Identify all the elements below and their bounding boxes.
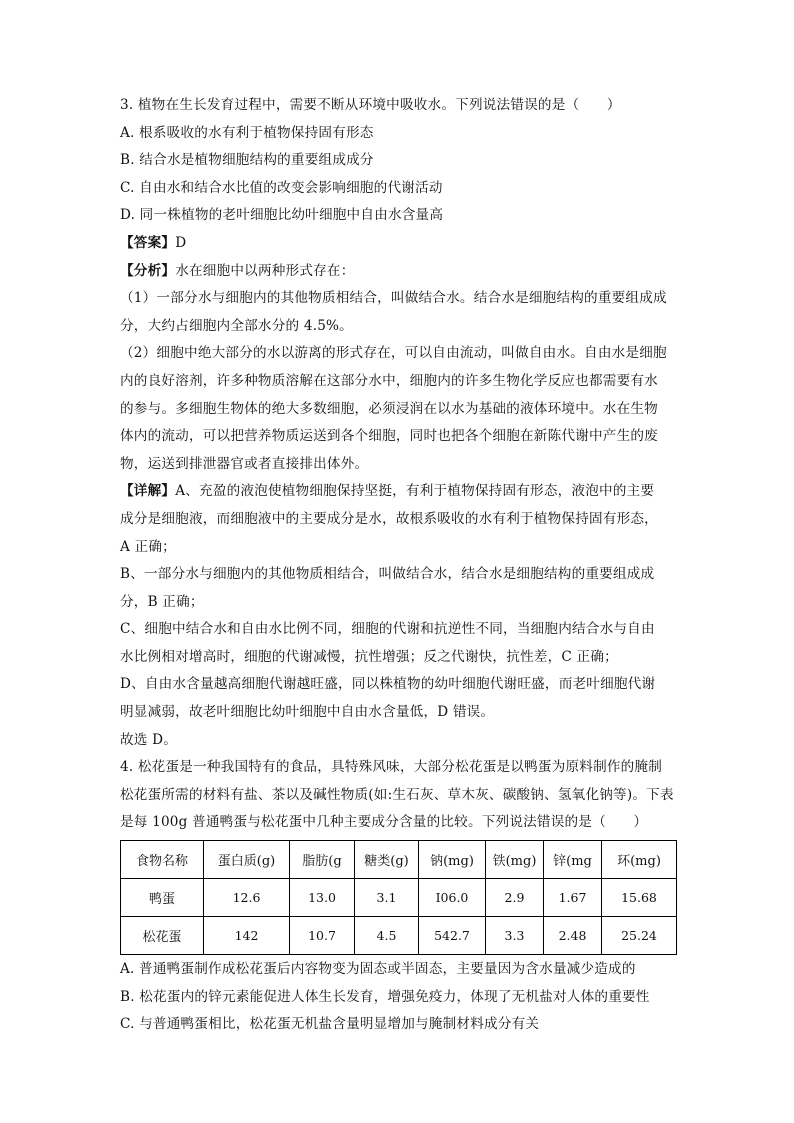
q3-option-b: B. 结合水是植物细胞结构的重要组成成分 (120, 152, 374, 169)
q3-stem: 3. 植物在生长发育过程中，需要不断从环境中吸收水。下列说法错误的是（ ） (120, 97, 621, 113)
table-cell: 4.5 (355, 917, 419, 955)
q3-detail-line: 分，B 正确； (120, 593, 204, 610)
table-header-cell: 食物名称 (121, 841, 204, 879)
table-row (121, 917, 677, 955)
q4-option-c: C. 与普通鸭蛋相比，松花蛋无机盐含量明显增加与腌制材料成分有关 (120, 1016, 540, 1033)
q3-analysis-line: （1）一部分水与细胞内的其他物质相结合，叫做结合水。结合水是细胞结构的重要组成成 (120, 290, 667, 307)
document-page (120, 92, 690, 1039)
table-cell: 松花蛋 (121, 917, 204, 955)
detail-label: 【详解】 (120, 483, 176, 500)
q4-stem-line: 松花蛋所需的材料有盐、茶以及碱性物质(如:生石灰、草木灰、碳酸钠、氢氧化钠等)。下表 (120, 786, 674, 803)
q3-answer (120, 230, 690, 258)
table-cell: 15.68 (602, 879, 677, 917)
q3-detail-line: 成分是细胞液，而细胞液中的主要成分是水，故根系吸收的水有利于植物保持固有形态， (120, 510, 658, 527)
table-cell: 142 (204, 917, 290, 955)
q3-detail-line: B、一部分水与细胞内的其他物质相结合，叫做结合水，结合水是细胞结构的重要组成成 (120, 566, 655, 583)
table-cell: 25.24 (602, 917, 677, 955)
analysis-label: 【分析】 (120, 262, 176, 279)
table-header-cell: 蛋白质(g) (204, 841, 290, 879)
q4-option-a: A. 普通鸭蛋制作成松花蛋后内容物变为固态或半固态，主要量因为含水量减少造成的 (120, 961, 636, 978)
q3-detail-line: 故选 D。 (120, 731, 178, 748)
q3-analysis-line: 物，运送到排泄器官或者直接排出体外。 (120, 455, 369, 472)
table-cell: 鸭蛋 (121, 879, 204, 917)
q4-stem-line: 是每 100g 普通鸭蛋与松花蛋中几种主要成分含量的比较。下列说法错误的是（ ） (120, 814, 648, 831)
table-cell: 10.7 (290, 917, 355, 955)
q3-option-a: A. 根系吸收的水有利于植物保持固有形态 (120, 124, 374, 141)
q3-analysis-line: 的参与。多细胞生物体的绝大多数细胞，必须浸润在以水为基础的液体环境中。水在生物 (120, 400, 658, 417)
table-cell: 12.6 (204, 879, 290, 917)
q3-analysis-line: 内的良好溶剂，许多种物质溶解在这部分水中，细胞内的许多生物化学反应也都需要有水 (120, 372, 658, 389)
analysis-text: 水在细胞中以两种形式存在： (175, 262, 355, 279)
table-cell: I06.0 (419, 879, 486, 917)
q3-option-c: C. 自由水和结合水比值的改变会影响细胞的代谢活动 (120, 179, 443, 196)
answer-value: D (175, 234, 187, 251)
q4-stem-line: 4. 松花蛋是一种我国特有的食品，具特殊风味，大部分松花蛋是以鸭蛋为原料制作的腌制 (120, 759, 663, 776)
q3-analysis-line: 体内的流动，可以把营养物质运送到各个细胞，同时也把各个细胞在新陈代谢中产生的废 (120, 428, 658, 445)
table-header-row (121, 841, 677, 879)
q3-detail-line: C、细胞中结合水和自由水比例不同，细胞的代谢和抗逆性不同，当细胞内结合水与自由 (120, 621, 655, 638)
q3-detail-line (120, 478, 690, 506)
q3-analysis-line: （2）细胞中绝大部分的水以游离的形式存在，可以自由流动，叫做自由水。自由水是细胞 (120, 345, 667, 362)
table-cell: 2.9 (486, 879, 544, 917)
nutrient-comparison-table (120, 840, 677, 955)
q3-analysis-line: 分，大约占细胞内全部水分的 4.5%。 (120, 317, 353, 334)
q4-option-b: B. 松花蛋内的锌元素能促进人体生长发育，增强免疫力，体现了无机盐对人体的重要性 (120, 988, 650, 1005)
table-cell: 3.1 (355, 879, 419, 917)
q3-detail-line: A 正确； (120, 538, 176, 555)
table-cell: 13.0 (290, 879, 355, 917)
table-header-cell: 钠(mg) (419, 841, 486, 879)
q3-analysis-line (120, 258, 690, 286)
table-cell: 1.67 (544, 879, 602, 917)
table-cell: 3.3 (486, 917, 544, 955)
answer-label: 【答案】 (120, 234, 176, 251)
table-cell: 2.48 (544, 917, 602, 955)
table-header-cell: 锌(mg (544, 841, 602, 879)
detail-text: A、充盈的液泡使植物细胞保持坚挺，有利于植物保持固有形态，液泡中的主要 (175, 483, 655, 500)
table-header-cell: 环(mg) (602, 841, 677, 879)
q3-detail-line: D、自由水含量越高细胞代谢越旺盛，同以株植物的幼叶细胞代谢旺盛，而老叶细胞代谢 (120, 676, 656, 693)
table-cell: 542.7 (419, 917, 486, 955)
q3-detail-line: 明显减弱，故老叶细胞比幼叶细胞中自由水含量低，D 错误。 (120, 704, 495, 721)
table-header-cell: 脂肪(g (290, 841, 355, 879)
q3-option-d: D. 同一株植物的老叶细胞比幼叶细胞中自由水含量高 (120, 207, 444, 224)
table-header-cell: 铁(mg) (486, 841, 544, 879)
q3-detail-line: 水比例相对增高时，细胞的代谢减慢，抗性增强；反之代谢快，抗性差，C 正确； (120, 648, 618, 665)
table-row (121, 879, 677, 917)
table-header-cell: 糖类(g) (355, 841, 419, 879)
